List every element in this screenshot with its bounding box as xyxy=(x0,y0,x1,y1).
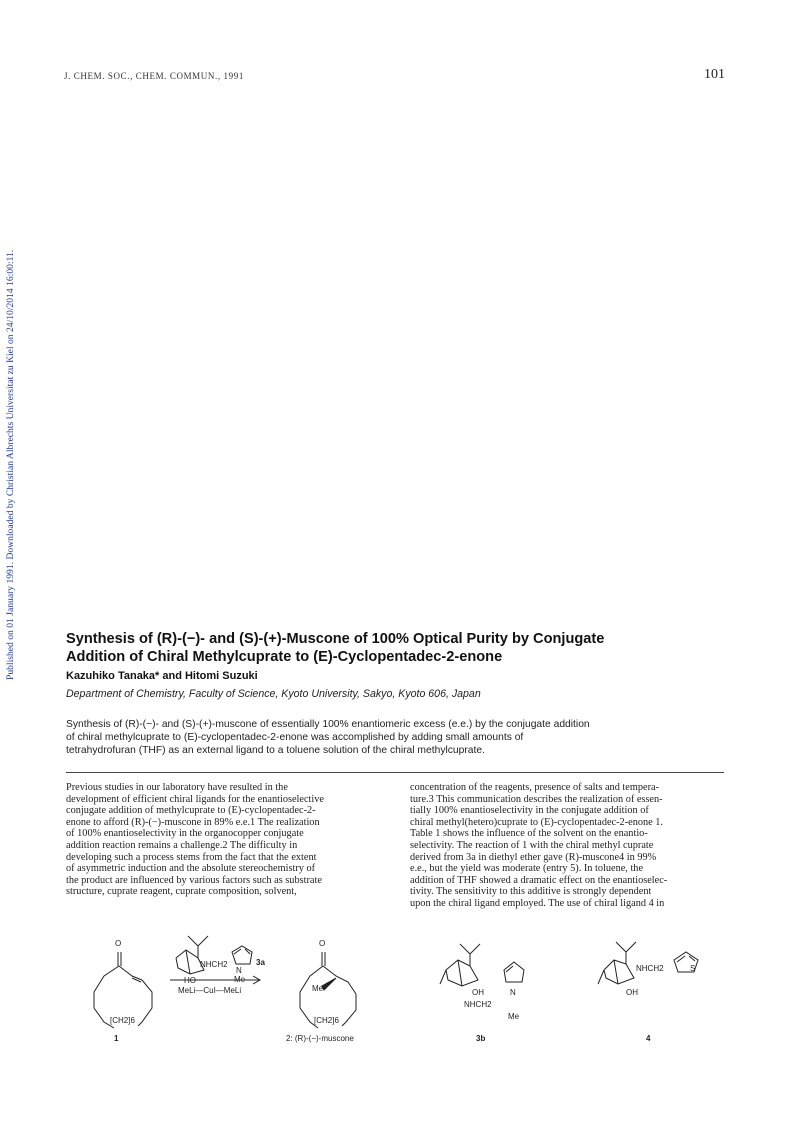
title-line: Addition of Chiral Methylcuprate to (E)-Cyclopentadec-2-enone xyxy=(66,649,503,665)
body-line: Table 1 shows the influence of the solvent on the enantio- xyxy=(410,828,648,840)
body-line: ture.3 This communication describes the realization of essen- xyxy=(410,793,663,805)
watermark-text: Published on 01 January 1991. Downloaded by Christian Albrechts Universitat zu Kiel on 24/10/2014 16:00:11. xyxy=(5,249,16,680)
product-me-label: Me xyxy=(312,984,324,993)
download-watermark xyxy=(4,210,20,680)
article-title xyxy=(66,630,706,666)
body-line: concentration of the reagents, presence of salts and tempera- xyxy=(410,782,660,793)
compound-3b-me-label: Me xyxy=(508,1012,520,1021)
compound-2-label: 2: (R)-(−)-muscone xyxy=(286,1034,354,1043)
body-line: tivity. The sensitivity to this additive is strongly dependent xyxy=(410,886,652,898)
affiliation: Department of Chemistry, Faculty of Science, Kyoto University, Sakyo, Kyoto 606, Japan xyxy=(66,688,481,700)
section-divider xyxy=(66,772,724,773)
ligand-ho-label: HO xyxy=(184,976,196,985)
body-line: derived from 3a in diethyl ether gave (R)-muscone4 in 99% xyxy=(410,851,657,863)
compound-4-label: 4 xyxy=(646,1034,651,1043)
authors: Kazuhiko Tanaka* and Hitomi Suzuki xyxy=(66,670,258,682)
compound-4-s-label: S xyxy=(690,964,696,973)
product-oxygen-label: O xyxy=(319,939,326,948)
abstract-line: of chiral methylcuprate to (E)-cyclopentadec-2-enone was accomplished by adding small amounts of xyxy=(66,732,524,743)
ligand-me-label: Me xyxy=(234,975,246,984)
body-line: of 100% enantioselectivity in the organocopper conjugate xyxy=(66,828,304,840)
body-line: the product are influenced by various factors such as substrate xyxy=(66,874,322,886)
ring-label: [CH2]6 xyxy=(110,1016,135,1025)
arrow-reagents-label: MeLi—CuI—MeLi xyxy=(178,986,242,995)
abstract xyxy=(66,718,726,757)
body-line: upon the chiral ligand employed. The use of chiral ligand 4 in xyxy=(410,897,665,909)
body-line: Previous studies in our laboratory have resulted in the xyxy=(66,782,288,793)
body-line: tially 100% enantioselectivity in the conjugate addition of xyxy=(410,805,649,817)
compound-3b-oh-label: OH xyxy=(472,988,484,997)
body-line: e.e., but the yield was moderate (entry 5). In toluene, the xyxy=(410,863,644,875)
body-line: structure, cuprate reagent, cuprate composition, solvent, xyxy=(66,886,297,898)
ligand-n-label: N xyxy=(236,966,242,975)
product-ring-label: [CH2]6 xyxy=(314,1016,339,1025)
body-line: selectivity. The reaction of 1 with the chiral methyl cuprate xyxy=(410,839,654,851)
body-column-left xyxy=(66,782,384,898)
body-line: of asymmetric induction and the absolute stereochemistry of xyxy=(66,863,316,875)
reaction-scheme xyxy=(60,930,740,1050)
body-line: conjugate addition of methylcuprate to (E)-cyclopentadec-2- xyxy=(66,805,316,817)
body-line: addition reaction remains a challenge.2 The difficulty in xyxy=(66,839,298,851)
compound-4-oh-label: OH xyxy=(626,988,638,997)
body-line: enone to afford (R)-(−)-muscone in 89% e.e.1 The realization xyxy=(66,816,320,828)
abstract-line: Synthesis of (R)-(−)- and (S)-(+)-muscone of essentially 100% enantiomeric excess (e.e.) by the conjugate addition xyxy=(66,719,590,730)
running-header: J. CHEM. SOC., CHEM. COMMUN., 1991 xyxy=(64,71,244,81)
page-number: 101 xyxy=(704,67,725,82)
abstract-line: tetrahydrofuran (THF) as an external ligand to a toluene solution of the chiral methylcuprate. xyxy=(66,745,485,756)
compound-3b-n-label: N xyxy=(510,988,516,997)
compound-3b-nhch2-label: NHCH2 xyxy=(464,1000,492,1009)
compound-1-label: 1 xyxy=(114,1034,119,1043)
ligand-nhch2-label: NHCH2 xyxy=(200,960,228,969)
body-line: developing such a process stems from the fact that the extent xyxy=(66,851,317,863)
carbonyl-oxygen-label: O xyxy=(115,939,122,948)
body-line: addition of THF showed a dramatic effect on the enantioselec- xyxy=(410,874,668,886)
compound-3b-structure xyxy=(440,944,524,986)
body-column-right xyxy=(410,782,728,910)
body-line: chiral methyl(hetero)cuprate to (E)-cyclopentadec-2-enone 1. xyxy=(410,816,664,828)
compound-4-structure xyxy=(598,942,698,984)
reagent-3a-label: 3a xyxy=(256,958,265,967)
compound-3b-label: 3b xyxy=(476,1034,486,1043)
title-line: Synthesis of (R)-(−)- and (S)-(+)-Muscone of 100% Optical Purity by Conjugate xyxy=(66,631,605,647)
body-line: development of efficient chiral ligands for the enantioselective xyxy=(66,793,324,805)
compound-4-nhch2-label: NHCH2 xyxy=(636,964,664,973)
structure-drawings xyxy=(60,930,740,1050)
